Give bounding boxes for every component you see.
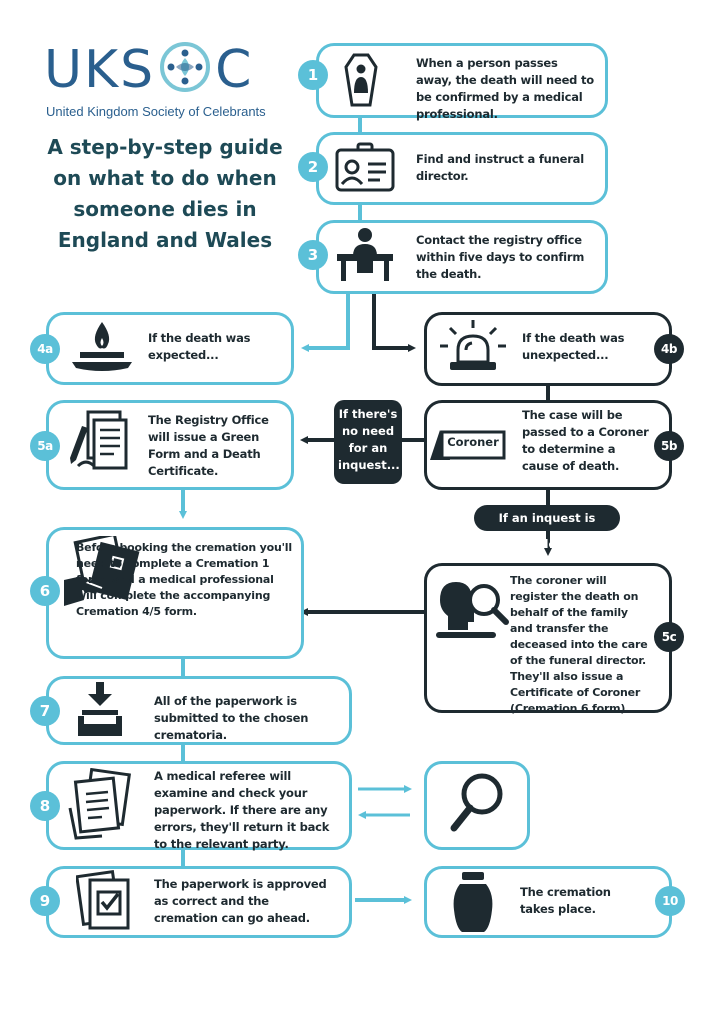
step-4a-badge: 4a <box>30 334 60 364</box>
inbox-tray-icon <box>74 680 126 744</box>
step-5b-text: The case will be passed to a Coroner to determine a cause of death. <box>522 408 649 473</box>
step-10-badge: 10 <box>655 886 685 916</box>
step-4b-badge: 4b <box>654 334 684 364</box>
person-at-desk-icon <box>335 226 395 286</box>
step-5c-text: The coroner will register the death on behalf of the family and transfer the deceased into the care of the funeral director. They'll also issue a Certificate of Coroner (Cremation 6 form). <box>510 574 648 715</box>
siren-icon <box>436 318 510 380</box>
step-8-badge: 8 <box>30 791 60 821</box>
candle-icon <box>66 318 138 380</box>
approved-document-icon <box>76 870 134 938</box>
magnifier-icon <box>446 770 508 844</box>
step-6-text: Before booking the cremation you'll need to complete a Cremation 1 form, and a medical professional will complete the accompanying Cremation 4/5 form. <box>76 541 292 618</box>
step-5a-text: The Registry Office will issue a Green Form and a Death Certificate. <box>148 413 269 478</box>
step-3-text: Contact the registry office within five days to confirm the death. <box>416 233 585 281</box>
coffin-icon <box>344 53 378 111</box>
logo-subtitle: United Kingdom Society of Celebrants <box>46 104 266 119</box>
step-4b-text: If the death was unexpected... <box>522 331 625 362</box>
step-1-text: When a person passes away, the death will need to be confirmed by a medical professional. <box>416 56 595 121</box>
step-7-text: All of the paperwork is submitted to the chosen crematoria. <box>154 694 309 742</box>
step-4a-text: If the death was expected... <box>148 331 251 362</box>
paperwork-icon <box>66 768 136 846</box>
step-9-badge: 9 <box>30 886 60 916</box>
step-9-text: The paperwork is approved as correct and the cremation can go ahead. <box>154 877 327 925</box>
step-1-badge: 1 <box>298 60 328 90</box>
id-card-icon <box>334 142 396 198</box>
step-5c-badge: 5c <box>654 622 684 652</box>
inquest-needed-label: If an inquest is needed... <box>474 505 620 531</box>
step-3-badge: 3 <box>298 240 328 270</box>
step-8-text: A medical referee will examine and check your paperwork. If there are any errors, they'll return it back to the relevant party. <box>154 769 330 851</box>
step-10-text: The cremation takes place. <box>520 885 611 916</box>
step-5b-badge: 5b <box>654 431 684 461</box>
no-inquest-label: If there's no need for an inquest... <box>334 400 402 484</box>
step-5a-badge: 5a <box>30 431 60 461</box>
documents-pen-icon <box>64 408 134 484</box>
coroner-nameplate-icon <box>428 426 508 466</box>
urn-icon <box>448 870 498 938</box>
logo-text-left: UKS <box>44 40 156 100</box>
page-title: A step-by-step guide on what to do when someone dies in England and Wales <box>47 135 283 252</box>
step-2-text: Find and instruct a funeral director. <box>416 152 584 183</box>
logo-text-right: C <box>215 40 254 100</box>
step-7-badge: 7 <box>30 696 60 726</box>
coroner-search-icon <box>434 576 510 644</box>
step-6-badge: 6 <box>30 576 60 606</box>
coroner-nameplate-label: Coroner <box>447 435 499 449</box>
step-2-badge: 2 <box>298 152 328 182</box>
